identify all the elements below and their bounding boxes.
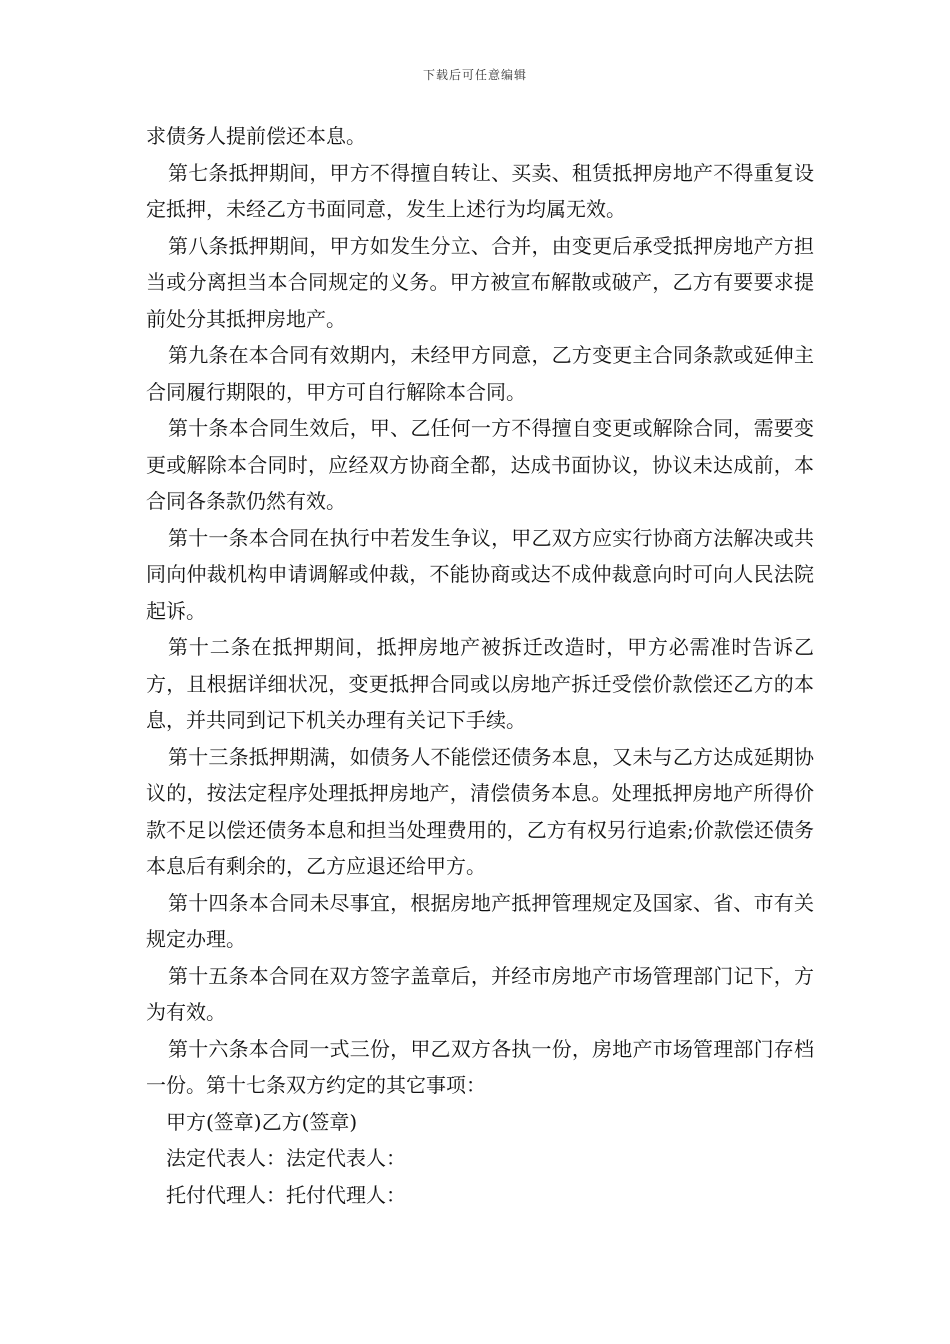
article-16-17: 第十六条本合同一式三份，甲乙双方各执一份，房地产市场管理部门存档一份。第十七条双方约定的其它事项：	[146, 1036, 814, 1097]
article-7: 第七条抵押期间，甲方不得擅自转让、买卖、租赁抵押房地产不得重复设定抵押，未经乙方书面同意，发生上述行为均属无效。	[146, 160, 814, 221]
article-9: 第九条在本合同有效期内，未经甲方同意，乙方变更主合同条款或延伸主合同履行期限的，甲方可自行解除本合同。	[146, 343, 814, 404]
page-header-note: 下载后可任意编辑	[422, 68, 527, 82]
article-15: 第十五条本合同在双方签字盖章后，并经市房地产市场管理部门记下，方为有效。	[146, 963, 814, 1024]
article-11: 第十一条本合同在执行中若发生争议，甲乙双方应实行协商方法解决或共同向仲裁机构申请调解或仲裁，不能协商或达不成仲裁意向时可向人民法院起诉。	[146, 525, 814, 623]
article-10: 第十条本合同生效后，甲、乙任何一方不得擅自变更或解除合同，需要变更或解除本合同时，应经双方协商全都，达成书面协议，协议未达成前，本合同各条款仍然有效。	[146, 416, 814, 513]
article-8: 第八条抵押期间，甲方如发生分立、合并，由变更后承受抵押房地产方担当或分离担当本合同规定的义务。甲方被宣布解散或破产，乙方有要要求提前处分其抵押房地产。	[146, 233, 814, 331]
paragraph-continuation: 求债务人提前偿还本息。	[146, 124, 366, 148]
document-body	[146, 118, 814, 1213]
signature-block	[146, 1104, 814, 1214]
signature-agent-line: 托付代理人：托付代理人：	[166, 1182, 406, 1207]
article-14: 第十四条本合同未尽事宜，根据房地产抵押管理规定及国家、省、市有关规定办理。	[146, 890, 814, 951]
article-13: 第十三条抵押期满，如债务人不能偿还债务本息，又未与乙方达成延期协议的，按法定程序处理抵押房地产，清偿债务本息。处理抵押房地产所得价款不足以偿还债务本息和担当处理费用的，乙方有权另行追索;价款偿还债务本息后有剩余的，乙方应退还给甲方。	[146, 744, 814, 878]
signature-party-line: 甲方(签章)乙方(签章)	[166, 1109, 358, 1134]
article-12: 第十二条在抵押期间，抵押房地产被拆迁改造时，甲方必需准时告诉乙方，且根据详细状况，变更抵押合同或以房地产拆迁受偿价款偿还乙方的本息，并共同到记下机关办理有关记下手续。	[146, 635, 814, 732]
signature-legal-rep-line: 法定代表人：法定代表人：	[166, 1146, 406, 1170]
